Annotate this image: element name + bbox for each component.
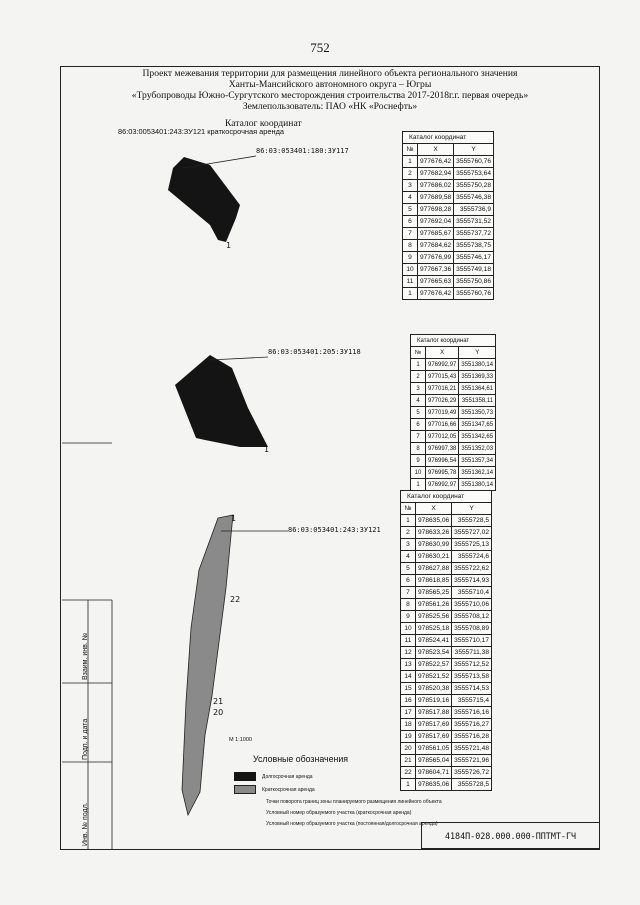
- table-row: [403, 168, 494, 180]
- header-line-1: Проект межевания территории для размещения линейного объекта регионального значения: [142, 68, 518, 79]
- cell-y: 3555713,58: [452, 671, 492, 683]
- cell-x: 977665,63: [418, 276, 454, 288]
- cell-y: 3555716,27: [452, 719, 492, 731]
- cell-number: 4: [401, 551, 416, 563]
- cell-number: 4: [403, 192, 418, 204]
- cell-x: 977026,29: [426, 395, 459, 407]
- cell-x: 977676,99: [418, 252, 454, 264]
- table-row: [401, 515, 492, 527]
- side-label-orig: Инв. № подл.: [82, 802, 89, 846]
- cell-number: 6: [401, 575, 416, 587]
- cell-y: 3555728,5: [452, 779, 492, 791]
- cell-x: 978521,52: [416, 671, 452, 683]
- cell-x: 978618,85: [416, 575, 452, 587]
- table-title: Каталог координат: [401, 491, 492, 503]
- cell-number: 1: [401, 779, 416, 791]
- legend-swatch-short: [234, 785, 256, 794]
- cell-x: 978604,71: [416, 767, 452, 779]
- point-label-21: 21: [213, 697, 224, 706]
- cell-x: 976992,97: [426, 479, 459, 491]
- cell-number: 1: [401, 515, 416, 527]
- column-header: X: [418, 144, 454, 156]
- cell-x: 978525,18: [416, 623, 452, 635]
- cell-number: 1: [411, 479, 426, 491]
- catalog-title: Каталог координат: [225, 118, 302, 129]
- cell-number: 3: [401, 539, 416, 551]
- table-row: [401, 575, 492, 587]
- cell-number: 2: [401, 527, 416, 539]
- table-row: [401, 635, 492, 647]
- table-row: [401, 599, 492, 611]
- cell-y: 3555712,52: [452, 659, 492, 671]
- table-row: [401, 755, 492, 767]
- table-row: [411, 467, 496, 479]
- cell-y: 3551380,14: [459, 359, 496, 371]
- cell-number: 8: [401, 599, 416, 611]
- cell-number: 6: [411, 419, 426, 431]
- table-row: [401, 683, 492, 695]
- cell-x: 977016,21: [426, 383, 459, 395]
- column-header: Y: [454, 144, 494, 156]
- cell-number: 17: [401, 707, 416, 719]
- cell-x: 978633,26: [416, 527, 452, 539]
- cell-x: 978630,99: [416, 539, 452, 551]
- cell-number: 21: [401, 755, 416, 767]
- cell-y: 3555722,62: [452, 563, 492, 575]
- table-row: [403, 276, 494, 288]
- cell-x: 976997,38: [426, 443, 459, 455]
- cell-y: 3555760,76: [454, 288, 494, 300]
- header-line-3: «Трубопроводы Южно-Сургутского месторождения строительства 2017-2018г.г. первая очередь»: [131, 90, 529, 101]
- table-row: [403, 180, 494, 192]
- table-row: [403, 204, 494, 216]
- cell-y: 3551350,73: [459, 407, 496, 419]
- cell-y: 3551358,11: [459, 395, 496, 407]
- cell-y: 3555711,38: [452, 647, 492, 659]
- table-row: [401, 539, 492, 551]
- cell-y: 3555721,96: [452, 755, 492, 767]
- cell-y: 3555738,75: [454, 240, 494, 252]
- cell-number: 15: [401, 683, 416, 695]
- side-label-inv: Взаим. инв. №: [82, 632, 89, 680]
- column-header: №: [401, 503, 416, 515]
- cell-x: 977686,02: [418, 180, 454, 192]
- table-row: [401, 731, 492, 743]
- cell-x: 977692,04: [418, 216, 454, 228]
- cell-y: 3551342,65: [459, 431, 496, 443]
- cell-x: 977698,28: [418, 204, 454, 216]
- cell-y: 3555727,02: [452, 527, 492, 539]
- cell-x: 978517,69: [416, 731, 452, 743]
- legend-title: Условные обозначения: [253, 754, 349, 764]
- table-row: [401, 647, 492, 659]
- table-row: [403, 264, 494, 276]
- cell-x: 977676,42: [418, 288, 454, 300]
- cell-number: 3: [403, 180, 418, 192]
- cell-y: 3555750,86: [454, 276, 494, 288]
- table-row: [403, 228, 494, 240]
- cell-number: 6: [403, 216, 418, 228]
- cell-number: 7: [403, 228, 418, 240]
- cell-y: 3555724,6: [452, 551, 492, 563]
- point-label-1b: 1: [264, 445, 270, 454]
- cell-number: 11: [401, 635, 416, 647]
- table-row: [411, 479, 496, 491]
- cell-x: 976996,54: [426, 455, 459, 467]
- coordinate-table-1: [402, 131, 494, 300]
- cell-number: 20: [401, 743, 416, 755]
- table-row: [411, 455, 496, 467]
- cell-y: 3555726,72: [452, 767, 492, 779]
- table-row: [411, 359, 496, 371]
- legend-item-short-num: Условный номер образуемого участка (краткосрочная аренда): [266, 810, 412, 816]
- table-row: [401, 611, 492, 623]
- cell-x: 977667,36: [418, 264, 454, 276]
- cell-y: 3555714,53: [452, 683, 492, 695]
- cell-number: 18: [401, 719, 416, 731]
- table-row: [401, 623, 492, 635]
- cell-x: 977019,49: [426, 407, 459, 419]
- cell-x: 977684,62: [418, 240, 454, 252]
- table-row: [403, 216, 494, 228]
- cell-x: 976995,78: [426, 467, 459, 479]
- cell-y: 3555731,52: [454, 216, 494, 228]
- cell-number: 5: [403, 204, 418, 216]
- table-row: [411, 443, 496, 455]
- cell-x: 977015,43: [426, 371, 459, 383]
- cell-x: 976992,97: [426, 359, 459, 371]
- plot-121-shape: [182, 515, 233, 815]
- cell-y: 3555716,16: [452, 707, 492, 719]
- cell-x: 978519,16: [416, 695, 452, 707]
- cell-y: 3555746,17: [454, 252, 494, 264]
- table-row: [401, 587, 492, 599]
- cell-y: 3555715,4: [452, 695, 492, 707]
- table-row: [403, 240, 494, 252]
- point-label-1: 1: [231, 514, 237, 523]
- table-row: [403, 192, 494, 204]
- table-row: [401, 659, 492, 671]
- column-header: X: [416, 503, 452, 515]
- cell-number: 3: [411, 383, 426, 395]
- cell-number: 5: [401, 563, 416, 575]
- column-header: Y: [459, 347, 496, 359]
- cell-y: 3555716,28: [452, 731, 492, 743]
- plot-118-leader: [210, 357, 268, 360]
- cell-x: 978523,54: [416, 647, 452, 659]
- column-header: X: [426, 347, 459, 359]
- cell-number: 1: [403, 288, 418, 300]
- cell-number: 9: [403, 252, 418, 264]
- table-row: [411, 383, 496, 395]
- cell-number: 7: [401, 587, 416, 599]
- cell-x: 978635,06: [416, 779, 452, 791]
- cell-x: 978524,41: [416, 635, 452, 647]
- cell-y: 3555750,28: [454, 180, 494, 192]
- scale-label: М 1:1000: [229, 737, 252, 743]
- header-line-2: Ханты-Мансийского автономного округа – Югры: [228, 79, 432, 90]
- cell-x: 977676,42: [418, 156, 454, 168]
- table-row: [401, 707, 492, 719]
- plot-label-117: 86:03:053401:180:ЗУ117: [256, 147, 349, 155]
- cell-number: 4: [411, 395, 426, 407]
- cell-y: 3555710,4: [452, 587, 492, 599]
- table-title: Каталог координат: [403, 132, 494, 144]
- cell-x: 977682,94: [418, 168, 454, 180]
- cell-y: 3555746,38: [454, 192, 494, 204]
- cell-number: 10: [411, 467, 426, 479]
- cell-x: 978630,21: [416, 551, 452, 563]
- table-row: [401, 695, 492, 707]
- table-row: [401, 719, 492, 731]
- plot-118-shape: [175, 355, 268, 447]
- cell-y: 3551347,65: [459, 419, 496, 431]
- column-header: №: [403, 144, 418, 156]
- table-row: [401, 563, 492, 575]
- cell-y: 3555721,48: [452, 743, 492, 755]
- table-row: [411, 431, 496, 443]
- table-row: [403, 156, 494, 168]
- cell-x: 978561,26: [416, 599, 452, 611]
- main-plot-label: 86:03:0053401:243:ЗУ121 краткосрочная аренда: [118, 127, 285, 136]
- cell-x: 977685,67: [418, 228, 454, 240]
- cell-y: 3551369,33: [459, 371, 496, 383]
- cell-number: 8: [411, 443, 426, 455]
- cell-number: 1: [411, 359, 426, 371]
- cell-number: 1: [403, 156, 418, 168]
- cell-number: 19: [401, 731, 416, 743]
- cell-x: 978525,56: [416, 611, 452, 623]
- cell-x: 978627,88: [416, 563, 452, 575]
- table-row: [401, 551, 492, 563]
- title-block-code: 4184П-028.000.000-ППТМТ-ГЧ: [421, 822, 600, 849]
- cell-number: 10: [401, 623, 416, 635]
- point-label-22: 22: [230, 595, 241, 604]
- point-label-1c: 1: [226, 241, 232, 250]
- cell-y: 3551352,03: [459, 443, 496, 455]
- table-row: [411, 371, 496, 383]
- legend-item-long-num: Условный номер образуемого участка (постоянная/долгосрочная аренда): [266, 821, 438, 827]
- cell-x: 977012,05: [426, 431, 459, 443]
- plot-label-118: 86:03:053401:205:ЗУ118: [268, 348, 361, 356]
- cell-y: 3555708,12: [452, 611, 492, 623]
- cell-x: 978635,06: [416, 515, 452, 527]
- cell-y: 3555710,17: [452, 635, 492, 647]
- cell-y: 3555749,18: [454, 264, 494, 276]
- cell-y: 3555753,64: [454, 168, 494, 180]
- table-row: [411, 407, 496, 419]
- cell-y: 3551380,14: [459, 479, 496, 491]
- cell-number: 7: [411, 431, 426, 443]
- cell-number: 8: [403, 240, 418, 252]
- coordinate-table-3: [400, 490, 492, 791]
- cell-x: 978517,69: [416, 719, 452, 731]
- plot-117-shape: [168, 157, 240, 242]
- cell-number: 12: [401, 647, 416, 659]
- cell-number: 2: [411, 371, 426, 383]
- cell-y: 3551364,61: [459, 383, 496, 395]
- legend-swatch-long: [234, 772, 256, 781]
- cell-x: 978561,05: [416, 743, 452, 755]
- table-row: [403, 288, 494, 300]
- table-row: [411, 395, 496, 407]
- table-row: [411, 419, 496, 431]
- cell-x: 978522,57: [416, 659, 452, 671]
- cell-y: 3555736,9: [454, 204, 494, 216]
- cell-y: 3551362,14: [459, 467, 496, 479]
- cell-x: 978565,25: [416, 587, 452, 599]
- header-line-4: Землепользователь: ПАО «НК «Роснефть»: [242, 101, 418, 112]
- table-row: [401, 767, 492, 779]
- cell-number: 9: [401, 611, 416, 623]
- cell-number: 9: [411, 455, 426, 467]
- point-label-20: 20: [213, 708, 224, 717]
- cell-y: 3555708,89: [452, 623, 492, 635]
- cell-y: 3555737,72: [454, 228, 494, 240]
- cell-x: 978520,38: [416, 683, 452, 695]
- cell-number: 16: [401, 695, 416, 707]
- table-title: Каталог координат: [411, 335, 496, 347]
- table-row: [403, 252, 494, 264]
- cell-x: 977016,66: [426, 419, 459, 431]
- legend-item-points: Точки поворота границ зоны планируемого размещения линейного объекта: [266, 799, 442, 805]
- cell-x: 977689,58: [418, 192, 454, 204]
- legend-item-long: Долгосрочная аренда: [262, 774, 313, 780]
- cell-number: 22: [401, 767, 416, 779]
- table-row: [401, 743, 492, 755]
- cell-x: 978565,04: [416, 755, 452, 767]
- cell-number: 13: [401, 659, 416, 671]
- cell-number: 2: [403, 168, 418, 180]
- cell-y: 3555725,13: [452, 539, 492, 551]
- table-row: [401, 779, 492, 791]
- column-header: №: [411, 347, 426, 359]
- plot-label-121: 86:03:053401:243:ЗУ121: [288, 526, 381, 534]
- column-header: Y: [452, 503, 492, 515]
- cell-number: 10: [403, 264, 418, 276]
- cell-y: 3555728,5: [452, 515, 492, 527]
- table-row: [401, 527, 492, 539]
- cell-y: 3555710,06: [452, 599, 492, 611]
- cell-x: 978517,88: [416, 707, 452, 719]
- cell-y: 3551357,34: [459, 455, 496, 467]
- cell-number: 11: [403, 276, 418, 288]
- cell-number: 5: [411, 407, 426, 419]
- legend-item-short: Краткосрочная аренда: [262, 787, 315, 793]
- cell-number: 14: [401, 671, 416, 683]
- side-label-sign: Подп. и дата: [82, 718, 89, 760]
- cell-y: 3555714,93: [452, 575, 492, 587]
- page-number: 752: [310, 40, 330, 55]
- cell-y: 3555760,76: [454, 156, 494, 168]
- table-row: [401, 671, 492, 683]
- coordinate-table-2: [410, 334, 496, 491]
